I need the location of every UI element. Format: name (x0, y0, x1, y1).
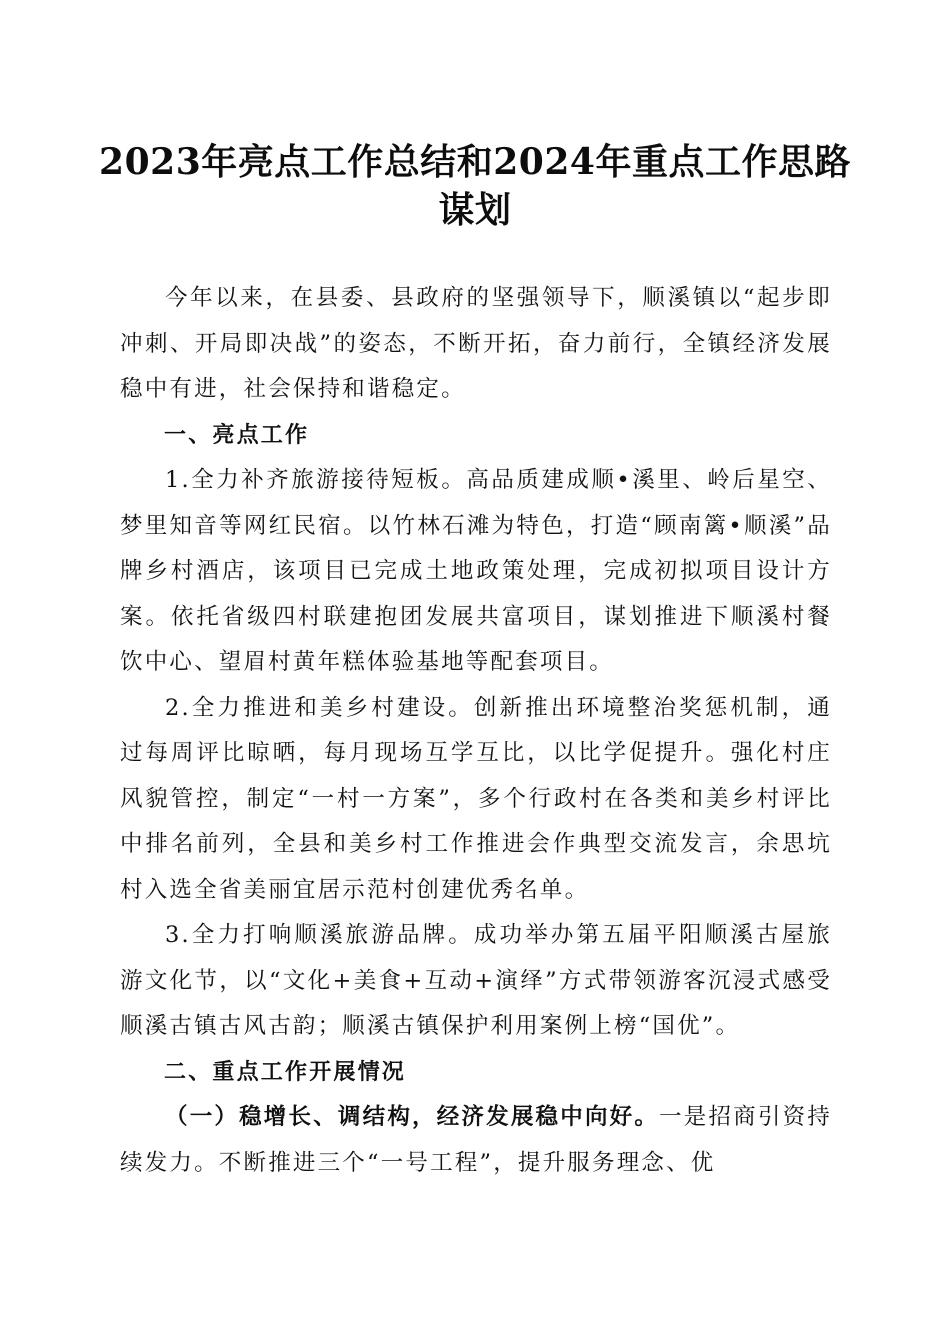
highlight-item-2: 2.全力推进和美乡村建设。创新推出环境整治奖惩机制，通过每周评比晾晒，每月现场互学互比，以比学促提升。强化村庄风貌管控，制定“一村一方案”，多个行政村在各类和美乡村评比中排名前列，全县和美乡村工作推进会作典型交流发言，余思坑村入选全省美丽宜居示范村创建优秀名单。 (120, 694, 832, 903)
document-title (90, 138, 860, 234)
key-work-subsection-1 (120, 1095, 832, 1186)
document-body (120, 276, 832, 1186)
title-line-1: 2023年亮点工作总结和2024年重点工作思路 (99, 141, 851, 183)
subsection-1-text: 一是招商引资持续发力。不断推进三个“一号工程”，提升服务理念、优 (120, 1104, 832, 1176)
highlight-item-3: 3.全力打响顺溪旅游品牌。成功举办第五届平阳顺溪古屋旅游文化节，以“文化+美食+互动+演绎”方式带领游客沉浸式感受顺溪古镇古风古韵；顺溪古镇保护利用案例上榜“国优”。 (120, 922, 832, 1039)
section-heading-highlights: 一、亮点工作 (164, 422, 310, 448)
intro-paragraph: 今年以来，在县委、县政府的坚强领导下，顺溪镇以“起步即冲刺、开局即决战”的姿态，不断开拓，奋力前行，全镇经济发展稳中有进，社会保持和谐稳定。 (120, 285, 832, 402)
section-heading-key-work: 二、重点工作开展情况 (164, 1059, 407, 1085)
subsection-1-lead: （一）稳增长、调结构，经济发展稳中向好。 (165, 1104, 660, 1130)
highlight-item-1: 1.全力补齐旅游接待短板。高品质建成顺•溪里、岭后星空、梦里知音等网红民宿。以竹林石滩为特色，打造“顾南篱•顺溪”品牌乡村酒店，该项目已完成土地政策处理，完成初拟项目设计方案。依托省级四村联建抱团发展共富项目，谋划推进下顺溪村餐饮中心、望眉村黄年糕体验基地等配套项目。 (120, 467, 832, 675)
title-line-2: 谋划 (438, 189, 512, 231)
